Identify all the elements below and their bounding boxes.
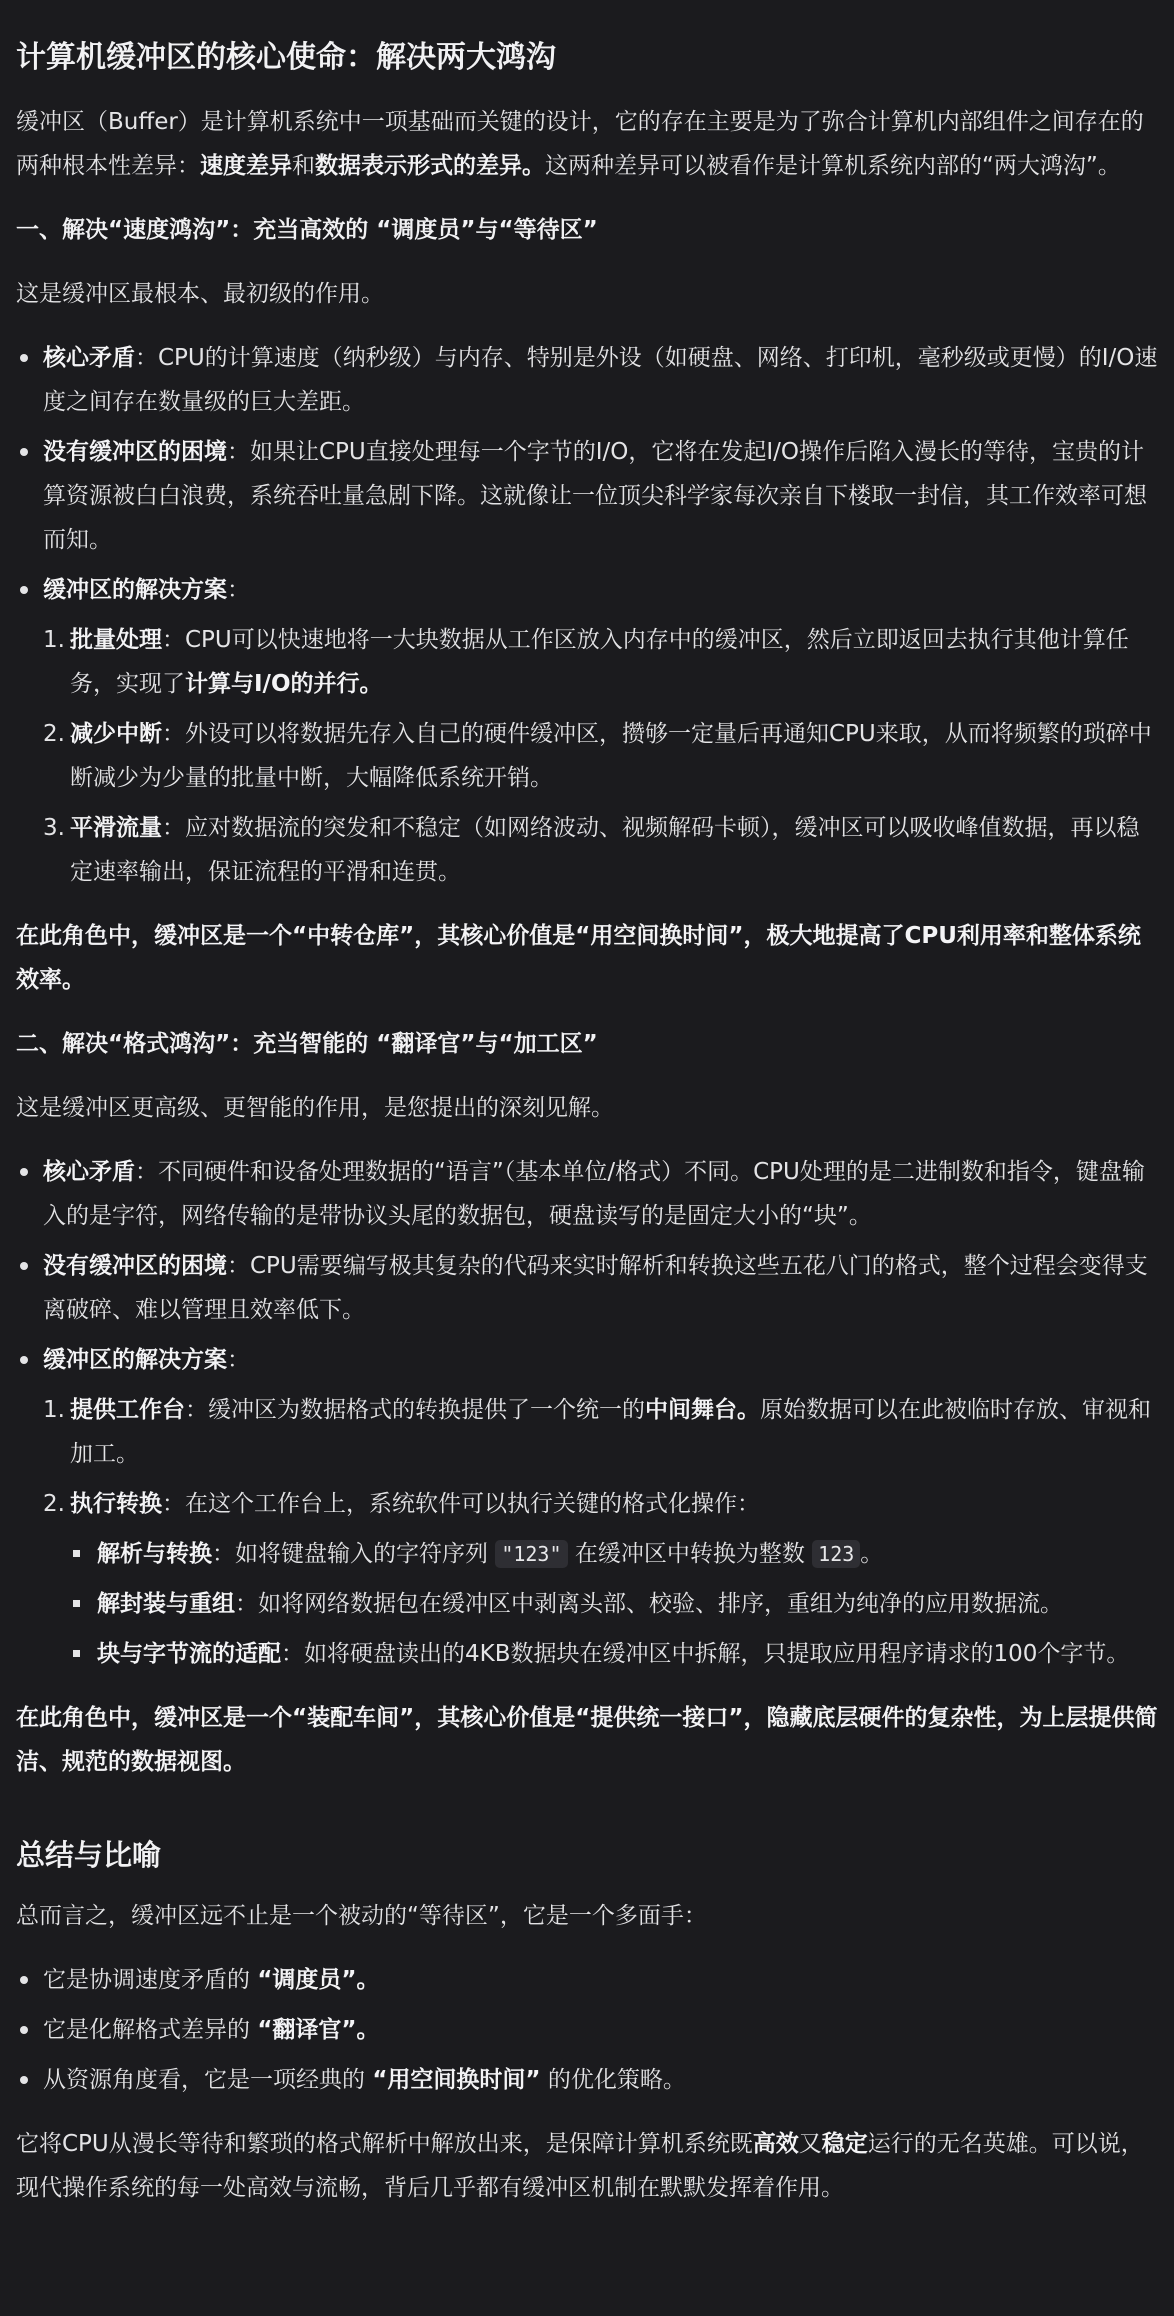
summary-bold: “翻译官”。	[257, 2017, 380, 2043]
step-text: ：缓冲区为数据格式的转换提供了一个统一的	[185, 1397, 645, 1423]
step-text: ：在这个工作台上，系统软件可以执行关键的格式化操作：	[162, 1491, 760, 1517]
list-item	[70, 1632, 1158, 1676]
sub-item-text: 在缓冲区中转换为整数	[567, 1541, 813, 1567]
sub-item-label: 解析与转换	[97, 1541, 212, 1567]
bullet-label: 缓冲区的解决方案	[43, 577, 227, 603]
list-item	[43, 1482, 1158, 1676]
list-item	[16, 1150, 1158, 1238]
section2-lead: 这是缓冲区更高级、更智能的作用，是您提出的深刻见解。	[16, 1095, 614, 1121]
conversion-examples-list	[70, 1532, 1158, 1676]
list-item	[16, 568, 1158, 894]
conclusion-text: 在此角色中，缓冲区是一个“装配车间”，其核心价值是“提供统一接口”，隐藏底层硬件的复杂性，为上层提供简洁、规范的数据视图。	[16, 1705, 1158, 1775]
step-bold-text: 中间舞台。	[645, 1397, 760, 1423]
step-number: 1.	[43, 627, 65, 653]
final-bold: 稳定	[821, 2131, 868, 2157]
list-item	[16, 1958, 1158, 2002]
list-item	[16, 2008, 1158, 2052]
step-number: 3.	[43, 815, 65, 841]
step-number: 2.	[43, 1491, 65, 1517]
section2-steps-list	[43, 1388, 1158, 1676]
list-item	[16, 1244, 1158, 1332]
section1-bullet-list	[16, 336, 1158, 894]
section2-heading: 二、解决“格式鸿沟”：充当智能的 “翻译官”与“加工区”	[16, 1031, 598, 1057]
step-label: 提供工作台	[70, 1397, 185, 1423]
summary-text: 它是化解格式差异的	[43, 2017, 258, 2043]
intro-text: 和	[292, 153, 315, 179]
list-item	[70, 1532, 1158, 1576]
list-item	[43, 618, 1158, 706]
final-text: 运行的无名英雄。可以说，现代操作系统的每一处高效与流畅，背后几乎都有缓冲区机制在默默发挥着作用。	[16, 2131, 1144, 2201]
step-label: 平滑流量	[70, 815, 162, 841]
sub-item-label: 解封装与重组	[97, 1591, 235, 1617]
step-text: 原始数据可以在此被临时存放、审视和加工。	[70, 1397, 1151, 1467]
intro-text: 这两种差异可以被看作是计算机系统内部的“两大鸿沟”。	[545, 153, 1121, 179]
bullet-label: 核心矛盾	[43, 1159, 135, 1185]
final-bold: 高效	[752, 2131, 799, 2157]
list-item	[16, 2058, 1158, 2102]
inline-code: 123	[812, 1540, 860, 1568]
list-item	[43, 712, 1158, 800]
section1-steps-list	[43, 618, 1158, 894]
summary-list	[16, 1958, 1158, 2102]
bullet-label: 核心矛盾	[43, 345, 135, 371]
step-number: 2.	[43, 721, 65, 747]
step-label: 执行转换	[70, 1491, 162, 1517]
bullet-text: ：如果让CPU直接处理每一个字节的I/O，它将在发起I/O操作后陷入漫长的等待，宝贵的计算资源被白白浪费，系统吞吐量急剧下降。这就像让一位顶尖科学家每次亲自下楼取一封信，其工作效率可想而知。	[43, 439, 1147, 553]
intro-bold-speed: 速度差异	[200, 153, 292, 179]
bullet-text: ：	[227, 577, 250, 603]
intro-paragraph	[16, 100, 1158, 188]
bullet-label: 缓冲区的解决方案	[43, 1347, 227, 1373]
section2-bullet-list	[16, 1150, 1158, 1676]
step-number: 1.	[43, 1397, 65, 1423]
final-text: 又	[798, 2131, 822, 2157]
step-text: ：外设可以将数据先存入自己的硬件缓冲区，攒够一定量后再通知CPU来取，从而将频繁的琐碎中断减少为少量的批量中断，大幅降低系统开销。	[70, 721, 1152, 791]
section1-heading: 一、解决“速度鸿沟”：充当高效的 “调度员”与“等待区”	[16, 217, 598, 243]
list-item	[16, 430, 1158, 562]
step-bold-text: 计算与I/O的并行。	[185, 671, 383, 697]
step-label: 批量处理	[70, 627, 162, 653]
list-item	[43, 806, 1158, 894]
bullet-text: ：不同硬件和设备处理数据的“语言”（基本单位/格式）不同。CPU处理的是二进制数和指令，键盘输入的是字符，网络传输的是带协议头尾的数据包，硬盘读写的是固定大小的“块”。	[43, 1159, 1145, 1229]
summary-text: 它是协调速度矛盾的	[43, 1967, 258, 1993]
conclusion-text: 在此角色中，缓冲区是一个“中转仓库”，其核心价值是“用空间换时间”，极大地提高了CPU利用率和整体系统效率。	[16, 923, 1141, 993]
summary-bold: “调度员”。	[257, 1967, 380, 1993]
summary-bold: “用空间换时间”	[372, 2067, 541, 2093]
sub-item-label: 块与字节流的适配	[97, 1641, 281, 1667]
bullet-text: ：	[227, 1347, 250, 1373]
sub-item-text: 。	[860, 1541, 884, 1567]
list-item	[70, 1582, 1158, 1626]
section1-conclusion	[16, 914, 1158, 1002]
sub-item-text: ：如将网络数据包在缓冲区中剥离头部、校验、排序，重组为纯净的应用数据流。	[235, 1591, 1063, 1617]
list-item	[16, 1338, 1158, 1676]
summary-text: 从资源角度看，它是一项经典的	[43, 2067, 373, 2093]
intro-text: 缓冲区（Buffer）是计算机系统中一项基础而关键的设计，它的存在主要是为了弥合计算机内部组件之间存在的两种根本性差异：	[16, 109, 1144, 179]
list-item	[16, 336, 1158, 424]
sub-item-text: ：如将键盘输入的字符序列	[212, 1541, 496, 1567]
bullet-text: ：CPU需要编写极其复杂的代码来实时解析和转换这些五花八门的格式，整个过程会变得支离破碎、难以管理且效率低下。	[43, 1253, 1148, 1323]
summary-text: 的优化策略。	[540, 2067, 686, 2093]
step-text: ：CPU可以快速地将一大块数据从工作区放入内存中的缓冲区，然后立即返回去执行其他计算任务，实现了	[70, 627, 1129, 697]
intro-bold-format: 数据表示形式的差异。	[315, 153, 545, 179]
final-text: 它将CPU从漫长等待和繁琐的格式解析中解放出来，是保障计算机系统既	[16, 2131, 753, 2157]
list-item	[43, 1388, 1158, 1476]
step-text: ：应对数据流的突发和不稳定（如网络波动、视频解码卡顿），缓冲区可以吸收峰值数据，再以稳定速率输出，保证流程的平滑和连贯。	[70, 815, 1140, 885]
page-title: 计算机缓冲区的核心使命：解决两大鸿沟	[16, 40, 556, 75]
inline-code: "123"	[495, 1540, 567, 1568]
sub-item-text: ：如将硬盘读出的4KB数据块在缓冲区中拆解，只提取应用程序请求的100个字节。	[281, 1641, 1130, 1667]
summary-lead: 总而言之，缓冲区远不止是一个被动的“等待区”，它是一个多面手：	[16, 1903, 707, 1929]
summary-heading: 总结与比喻	[16, 1838, 162, 1872]
bullet-label: 没有缓冲区的困境	[43, 439, 227, 465]
bullet-text: ：CPU的计算速度（纳秒级）与内存、特别是外设（如硬盘、网络、打印机，毫秒级或更慢）的I/O速度之间存在数量级的巨大差距。	[43, 345, 1158, 415]
section1-lead: 这是缓冲区最根本、最初级的作用。	[16, 281, 384, 307]
final-paragraph	[16, 2122, 1158, 2210]
step-label: 减少中断	[70, 721, 162, 747]
section2-conclusion	[16, 1696, 1158, 1784]
bullet-label: 没有缓冲区的困境	[43, 1253, 227, 1279]
